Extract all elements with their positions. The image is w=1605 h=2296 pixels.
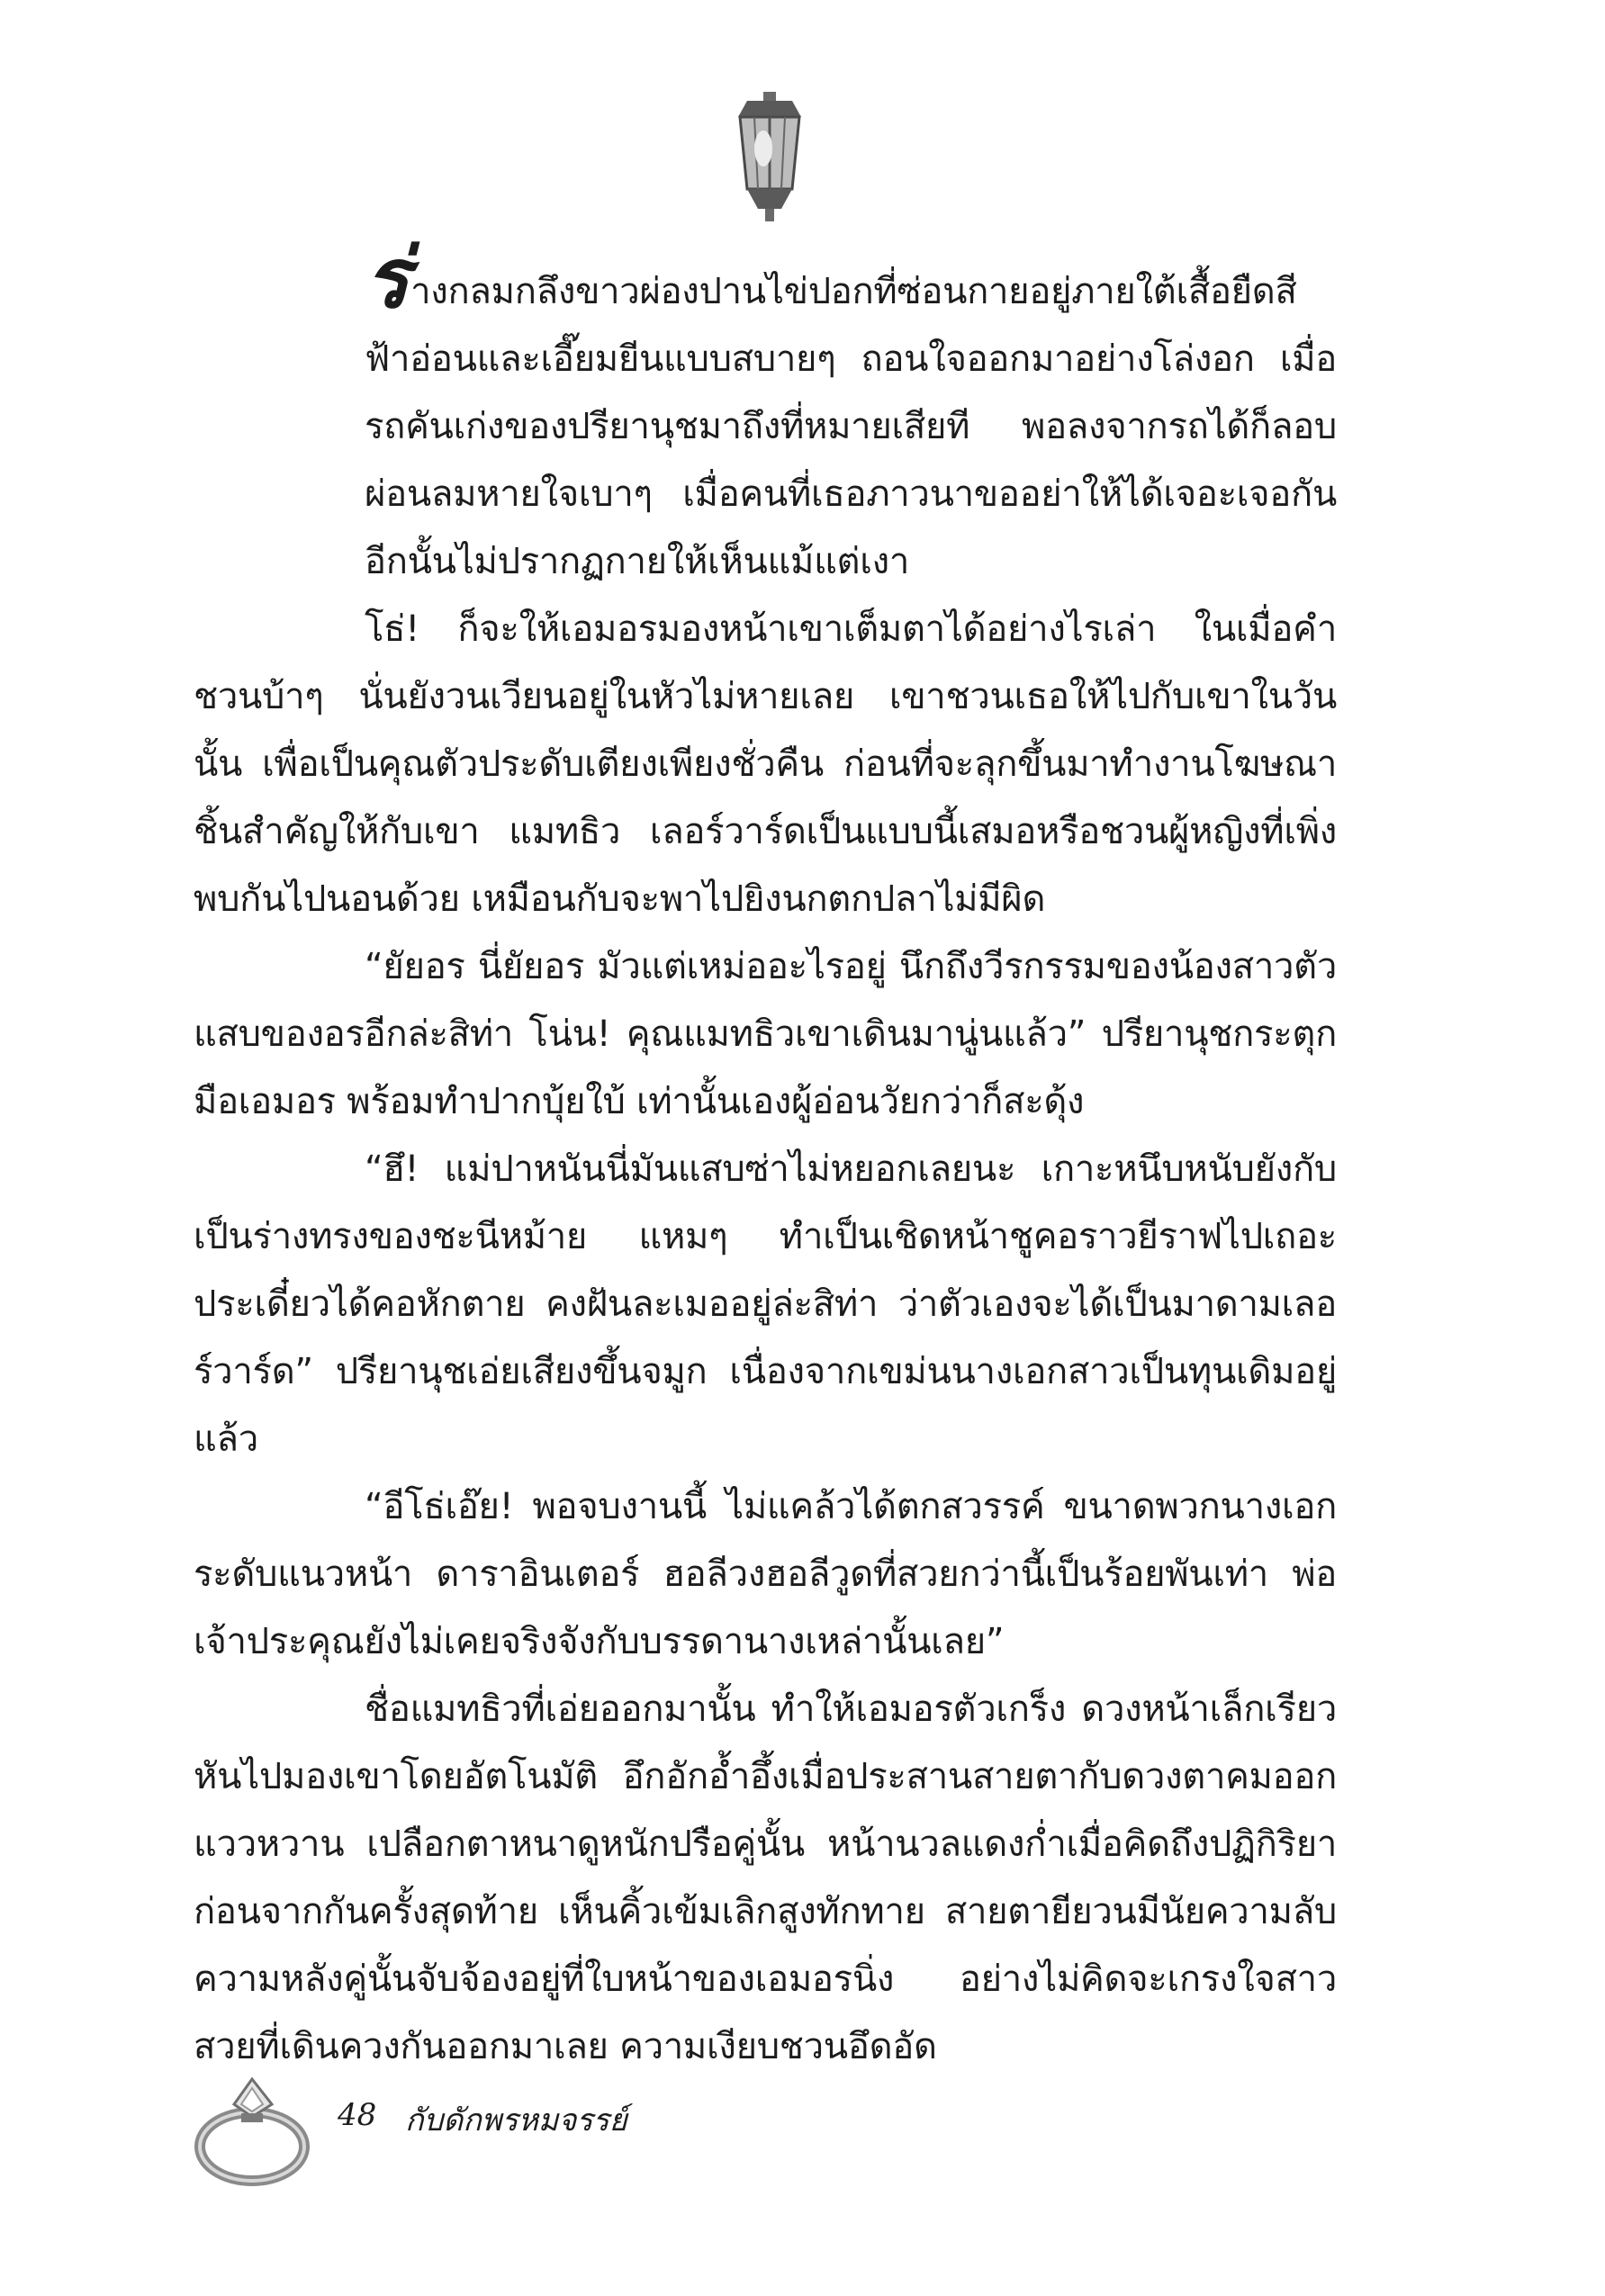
- paragraph-2: โธ่! ก็จะให้เอมอรมองหน้าเขาเต็มตาได้อย่างไรเล่า ในเมื่อคำชวนบ้าๆ นั่นยังวนเวียนอยู่ในหัวไม่หายเลย เขาชวนเธอให้ไปกับเขาในวันนั้น เพื่อเป็นคุณตัวประดับเตียงเพียงชั่วคืน ก่อนที่จะลุกขึ้นมาทำงานโฆษณาชิ้นสำคัญให้กับเขา แมทธิว เลอร์วาร์ดเป็นแบบนี้เสมอหรือชวนผู้หญิงที่เพิ่งพบกันไปนอนด้วย เหมือนกับจะพาไปยิงนกตกปลาไม่มีผิด: [194, 608, 1337, 920]
- chapter-body: [194, 230, 1337, 2081]
- paragraph-1-text: างกลมกลึงขาวผ่องปานไข่ปอกที่ซ่อนกายอยู่ภายใต้เสื้อยืดสีฟ้าอ่อนและเอี๊ยมยีนแบบสบายๆ ถอนใจออกมาอย่างโล่งอก เมื่อรถคันเก่งของปรียานุชมาถึงที่หมายเสียที พอลงจากรถได้ก็ลอบผ่อนลมหายใจเบาๆ เมื่อคนที่เธอภาวนาขออย่าให้ได้เจอะเจอกันอีกนั้นไม่ปรากฏกายให้เห็นแม้แต่เงา: [365, 271, 1337, 582]
- paragraph-6: ชื่อแมทธิวที่เอ่ยออกมานั้น ทำให้เอมอรตัวเกร็ง ดวงหน้าเล็กเรียวหันไปมองเขาโดยอัตโนมัติ อึกอักอ้ำอึ้งเมื่อประสานสายตากับดวงตาคมออกแววหวาน เปลือกตาหนาดูหนักปรือคู่นั้น หน้านวลแดงก่ำเมื่อคิดถึงปฏิกิริยาก่อนจากกันครั้งสุดท้าย เห็นคิ้วเข้มเลิกสูงทักทาย สายตายียวนมีนัยความลับความหลังคู่นั้นจับจ้องอยู่ที่ใบหน้าของเอมอรนิ่ง อย่างไม่คิดจะเกรงใจสาวสวยที่เดินควงกันออกมาเลย ความเงียบชวนอึดอัด: [194, 1688, 1337, 2067]
- drop-cap: ร่: [365, 230, 410, 327]
- paragraph-5: “อีโธ่เอ๊ย! พอจบงานนี้ ไม่แคล้วได้ตกสวรรค์ ขนาดพวกนางเอกระดับแนวหน้า ดาราอินเตอร์ ฮอลีวงฮอลีวูดที่สวยกว่านี้เป็นร้อยพันเท่า พ่อเจ้าประคุณยังไม่เคยจริงจังกับบรรดานางเหล่านั้นเลย”: [194, 1486, 1337, 1662]
- paragraph-1: [194, 230, 1337, 596]
- book-title: กับดักพรหมจรรย์: [405, 2102, 627, 2138]
- page-footer: [189, 2061, 909, 2169]
- page-number: 48: [338, 2097, 377, 2133]
- lantern-ornament-icon: [729, 90, 810, 225]
- paragraph-3: “ยัยอร นี่ยัยอร มัวแต่เหม่ออะไรอยู่ นึกถึงวีรกรรมของน้องสาวตัวแสบของอรอีกล่ะสิท่า โน่น! คุณแมทธิวเขาเดินมานู่นแล้ว” ปรียานุชกระตุกมือเอมอร พร้อมทำปากบุ้ยใบ้ เท่านั้นเองผู้อ่อนวัยกว่าก็สะดุ้ง: [194, 946, 1337, 1122]
- diamond-ring-icon: [189, 2061, 324, 2187]
- paragraph-4: “ฮึ! แม่ปาหนันนี่มันแสบซ่าไม่หยอกเลยนะ เกาะหนึบหนับยังกับเป็นร่างทรงของชะนีหม้าย แหมๆ ทำเป็นเชิดหน้าชูคอราวยีราฟไปเถอะ ประเดี๋ยวได้คอหักตาย คงฝันละเมออยู่ล่ะสิท่า ว่าตัวเองจะได้เป็นมาดามเลอร์วาร์ด” ปรียานุชเอ่ยเสียงขึ้นจมูก เนื่องจากเขม่นนางเอกสาวเป็นทุนเดิมอยู่แล้ว: [194, 1148, 1337, 1460]
